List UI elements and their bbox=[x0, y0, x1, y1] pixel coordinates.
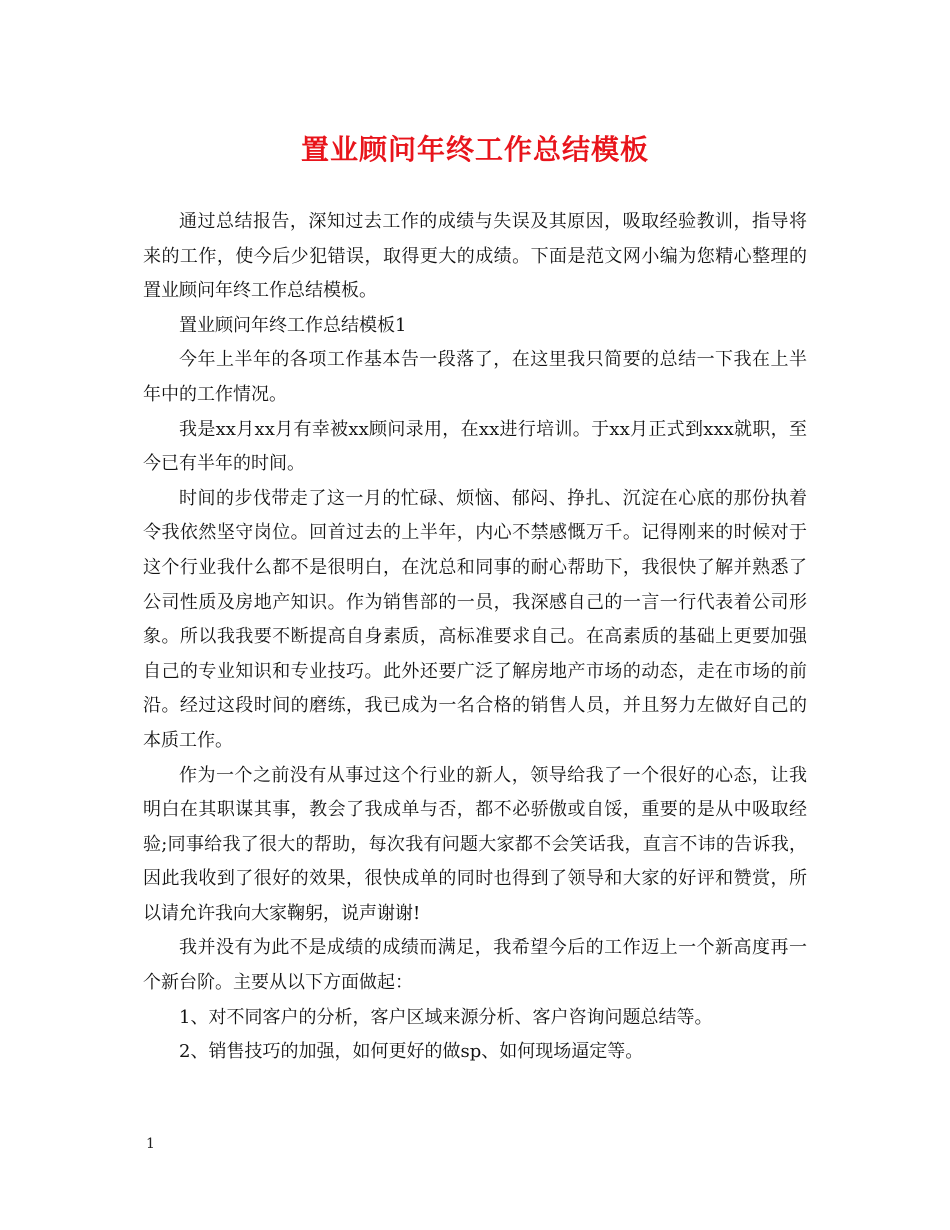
paragraph: 我并没有为此不是成绩的成绩而满足，我希望今后的工作迈上一个新高度再一个新台阶。主要从以下方面做起： bbox=[143, 937, 807, 994]
document-body bbox=[143, 205, 807, 1070]
list-item: 1、对不同客户的分析，客户区域来源分析、客户咨询问题总结等。 bbox=[179, 1006, 713, 1028]
document-title: 置业顾问年终工作总结模板 bbox=[300, 133, 649, 166]
list-item: 2、销售技巧的加强，如何更好的做sp、如何现场逼定等。 bbox=[179, 1041, 644, 1063]
section-heading: 置业顾问年终工作总结模板1 bbox=[179, 314, 407, 336]
paragraph: 作为一个之前没有从事过这个行业的新人，领导给我了一个很好的心态，让我明白在其职谋其事，教会了我成单与否，都不必骄傲或自馁，重要的是从中吸取经验;同事给我了很大的帮助，每次我有问题大家都不会笑话我，直言不讳的告诉我，因此我收到了很好的效果，很快成单的同时也得到了领导和大家的好评和赞赏，所以请允许我向大家鞠躬，说声谢谢! bbox=[143, 764, 807, 924]
paragraph: 我是xx月xx月有幸被xx顾问录用，在xx进行培训。于xx月正式到xxx就职，至今已有半年的时间。 bbox=[143, 418, 807, 475]
paragraph: 时间的步伐带走了这一月的忙碌、烦恼、郁闷、挣扎、沉淀在心底的那份执着令我依然坚守岗位。回首过去的上半年，内心不禁感慨万千。记得刚来的时候对于这个行业我什么都不是很明白，在沈总和同事的耐心帮助下，我很快了解并熟悉了公司性质及房地产知识。作为销售部的一员，我深感自己的一言一行代表着公司形象。所以我我要不断提高自身素质，高标准要求自己。在高素质的基础上更要加强自己的专业知识和专业技巧。此外还要广泛了解房地产市场的动态，走在市场的前沿。经过这段时间的磨练，我已成为一名合格的销售人员，并且努力左做好自己的本质工作。 bbox=[143, 487, 807, 751]
paragraph: 今年上半年的各项工作基本告一段落了，在这里我只简要的总结一下我在上半年中的工作情况。 bbox=[143, 349, 807, 405]
paragraph-intro: 通过总结报告，深知过去工作的成绩与失误及其原因，吸取经验教训，指导将来的工作，使今后少犯错误，取得更大的成绩。下面是范文网小编为您精心整理的置业顾问年终工作总结模板。 bbox=[143, 211, 807, 302]
page-number: 1 bbox=[146, 1136, 155, 1152]
